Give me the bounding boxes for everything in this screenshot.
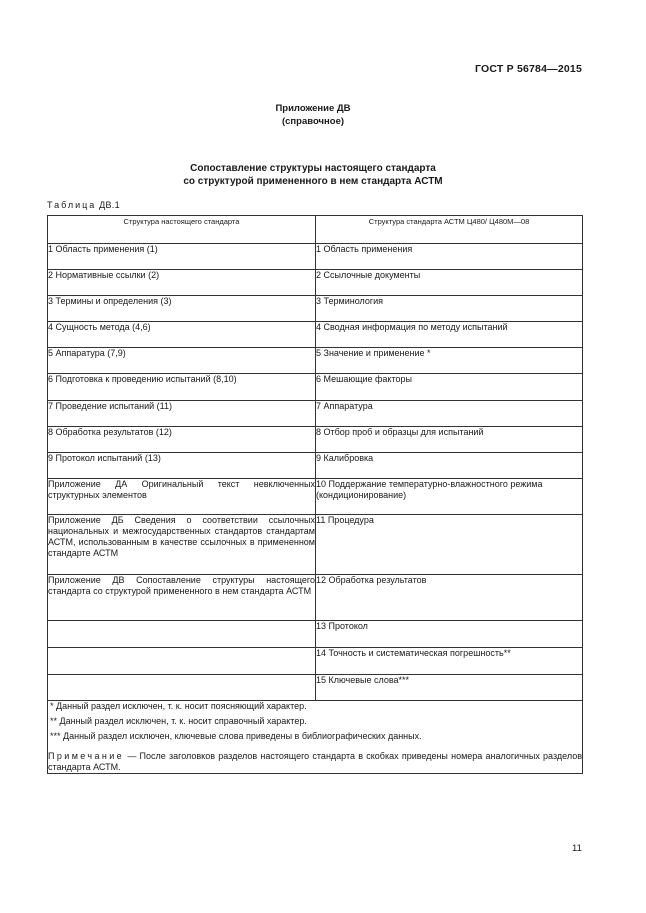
right-cell: 15 Ключевые слова***	[316, 675, 583, 701]
table-row	[48, 270, 583, 296]
table-label-word: Таблица	[47, 200, 97, 210]
right-cell: 11 Процедура	[316, 515, 583, 575]
table-label-id: ДВ.1	[99, 200, 120, 210]
left-cell: 9 Протокол испытаний (13)	[48, 453, 316, 479]
remark-word: Примечание	[48, 751, 125, 761]
left-cell: 1 Область применения (1)	[48, 244, 316, 270]
footnote: * Данный раздел исключен, т. к. носит поясняющий характер.	[50, 701, 307, 711]
right-cell: 9 Калибровка	[316, 453, 583, 479]
table-row	[48, 374, 583, 401]
right-cell: 10 Поддержание температурно-влажностного режима (кондиционирование)	[316, 479, 583, 515]
right-cell: 7 Аппаратура	[316, 401, 583, 427]
right-cell: 14 Точность и систематическая погрешность**	[316, 648, 583, 675]
col1-header: Структура настоящего стандарта	[48, 216, 316, 244]
notes-cell	[48, 701, 583, 774]
right-cell: 12 Обработка результатов	[316, 575, 583, 621]
left-cell	[48, 675, 316, 701]
footnote: *** Данный раздел исключен, ключевые слова приведены в библиографических данных.	[50, 731, 422, 741]
document-title	[0, 162, 626, 188]
appendix-subtitle: (справочное)	[281, 116, 345, 127]
title-line-2: со структурой примененного в нем стандарта АСТМ	[183, 176, 443, 187]
right-cell: 1 Область применения	[316, 244, 583, 270]
table-row	[48, 401, 583, 427]
left-cell: 3 Термины и определения (3)	[48, 296, 316, 322]
left-cell: 7 Проведение испытаний (11)	[48, 401, 316, 427]
table-row	[48, 675, 583, 701]
table-row	[48, 648, 583, 675]
table-row	[48, 479, 583, 515]
page-number: 11	[572, 843, 582, 854]
appendix-title: Приложение ДВ	[275, 103, 351, 114]
table-row	[48, 575, 583, 621]
table-row	[48, 348, 583, 374]
left-cell: Приложение ДБ Сведения о соответствии ссылочных национальных и межгосударственных стандартов стандартам АСТМ, использованным в качестве ссылочных в примененном стандарте АСТМ	[48, 515, 316, 575]
table-header-row	[48, 216, 583, 244]
left-cell: 5 Аппаратура (7,9)	[48, 348, 316, 374]
left-cell: 2 Нормативные ссылки (2)	[48, 270, 316, 296]
left-cell: Приложение ДА Оригинальный текст невключенных структурных элементов	[48, 479, 316, 515]
right-cell: 8 Отбор проб и образцы для испытаний	[316, 427, 583, 453]
left-cell	[48, 648, 316, 675]
table-row	[48, 296, 583, 322]
table-row	[48, 515, 583, 575]
remark-text: — После заголовков разделов настоящего стандарта в скобках приведены номера аналогичных разделов стандарта АСТМ.	[48, 751, 582, 772]
left-cell: Приложение ДВ Сопоставление структуры настоящего стандарта со структурой примененного в нем стандарта АСТМ	[48, 575, 316, 621]
right-cell: 13 Протокол	[316, 621, 583, 648]
title-line-1: Сопоставление структуры настоящего стандарта	[190, 163, 436, 174]
left-cell: 8 Обработка результатов (12)	[48, 427, 316, 453]
right-cell: 6 Мешающие факторы	[316, 374, 583, 401]
standard-header: ГОСТ Р 56784—2015	[474, 63, 582, 75]
table-row	[48, 453, 583, 479]
left-cell: 4 Сущность метода (4,6)	[48, 322, 316, 348]
table-row	[48, 244, 583, 270]
notes-row	[48, 701, 583, 774]
col2-header: Структура стандарта АСТМ Ц480/ Ц480М—08	[316, 216, 583, 244]
remark	[48, 751, 582, 773]
right-cell: 4 Сводная информация по методу испытаний	[316, 322, 583, 348]
table-row	[48, 621, 583, 648]
right-cell: 5 Значение и применение *	[316, 348, 583, 374]
right-cell: 2 Ссылочные документы	[316, 270, 583, 296]
left-cell: 6 Подготовка к проведению испытаний (8,10)	[48, 374, 316, 401]
table-label	[47, 200, 120, 210]
left-cell	[48, 621, 316, 648]
table-row	[48, 427, 583, 453]
right-cell: 3 Терминология	[316, 296, 583, 322]
footnote: ** Данный раздел исключен, т. к. носит справочный характер.	[50, 716, 307, 726]
comparison-table	[47, 215, 583, 774]
table-row	[48, 322, 583, 348]
appendix-heading	[0, 102, 626, 128]
